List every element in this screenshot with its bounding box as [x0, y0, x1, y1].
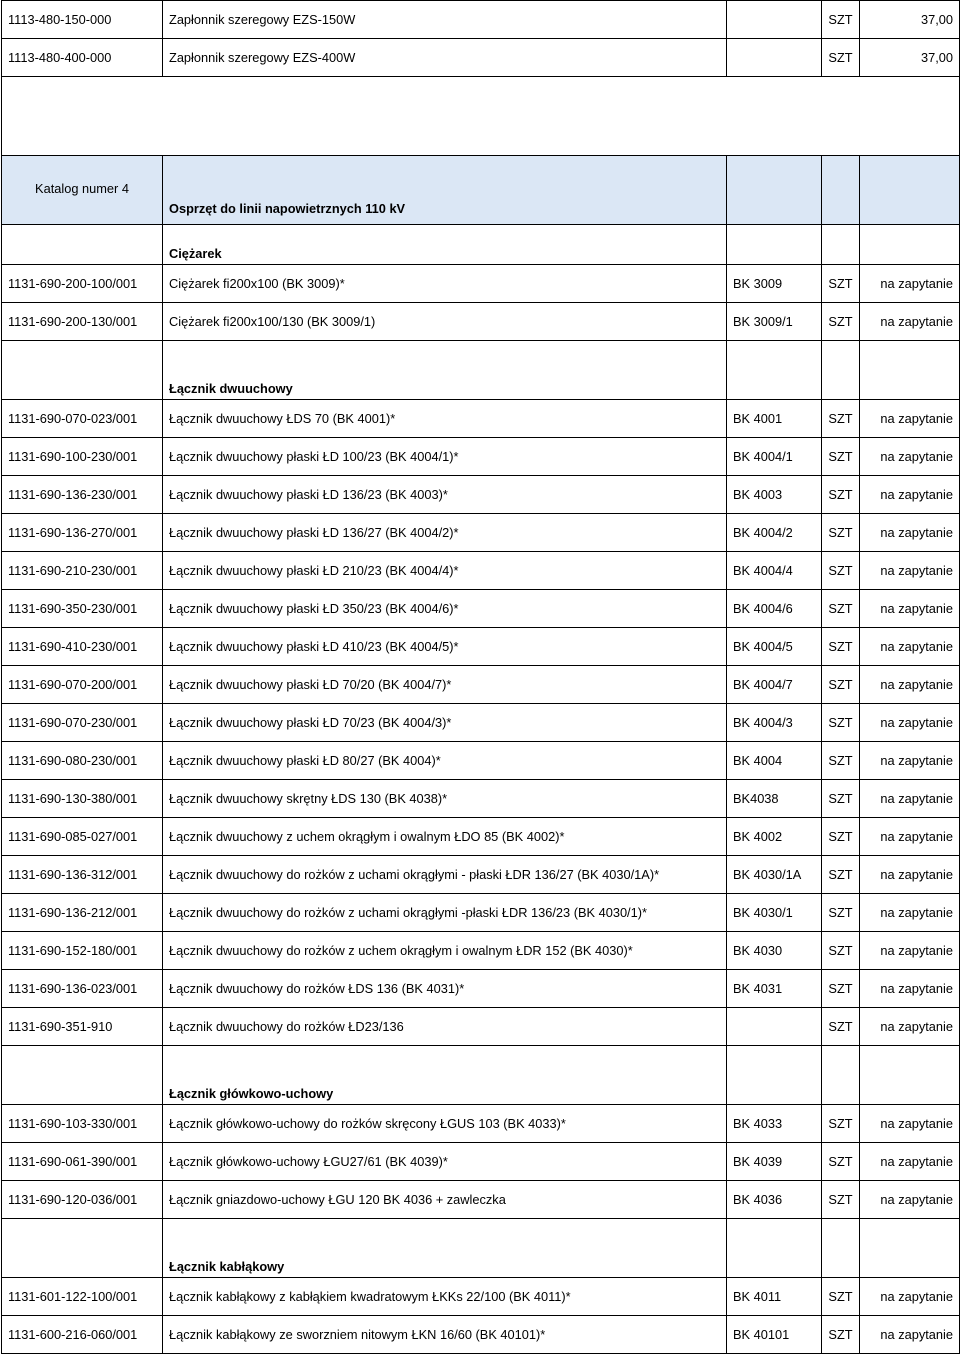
table-row	[2, 894, 960, 932]
empty-cell	[860, 341, 960, 400]
price: na zapytanie	[860, 856, 960, 894]
empty-cell	[727, 225, 822, 265]
price: 37,00	[860, 39, 960, 77]
empty-cell	[822, 225, 860, 265]
price: na zapytanie	[860, 552, 960, 590]
product-name: Zapłonnik szeregowy EZS-400W	[163, 39, 727, 77]
unit: SZT	[822, 1316, 860, 1354]
product-name: Łącznik główkowo-uchowy do rożków skręcony ŁGUS 103 (BK 4033)*	[163, 1105, 727, 1143]
product-name: Łącznik kabłąkowy ze sworzniem nitowym ŁKN 16/60 (BK 40101)*	[163, 1316, 727, 1354]
price: na zapytanie	[860, 1008, 960, 1046]
price-list-table	[1, 0, 960, 1354]
product-name: Ciężarek fi200x100 (BK 3009)*	[163, 265, 727, 303]
table-row	[2, 514, 960, 552]
product-code: 1131-690-210-230/001	[2, 552, 163, 590]
catalog-reference: BK 40101	[727, 1316, 822, 1354]
price: na zapytanie	[860, 400, 960, 438]
product-name: Łącznik dwuuchowy skrętny ŁDS 130 (BK 4038)*	[163, 780, 727, 818]
product-code: 1131-690-136-270/001	[2, 514, 163, 552]
catalog-reference	[727, 39, 822, 77]
table-row	[2, 303, 960, 341]
unit: SZT	[822, 438, 860, 476]
product-code: 1131-690-350-230/001	[2, 590, 163, 628]
price: na zapytanie	[860, 303, 960, 341]
unit: SZT	[822, 780, 860, 818]
empty-cell	[2, 1046, 163, 1105]
table-row	[2, 1278, 960, 1316]
catalog-label: Katalog numer 4	[2, 156, 163, 225]
empty-cell	[860, 1046, 960, 1105]
catalog-reference: BK 4004/2	[727, 514, 822, 552]
product-name: Łącznik dwuuchowy do rożków ŁDS 136 (BK 4031)*	[163, 970, 727, 1008]
catalog-reference: BK 4001	[727, 400, 822, 438]
section-header-row	[2, 1046, 960, 1105]
unit: SZT	[822, 1181, 860, 1219]
spacer-cell	[2, 77, 960, 156]
price-list-body	[2, 1, 960, 1354]
spacer-row	[2, 77, 960, 156]
unit: SZT	[822, 39, 860, 77]
catalog-reference: BK 4004	[727, 742, 822, 780]
price: na zapytanie	[860, 704, 960, 742]
product-code: 1131-690-070-230/001	[2, 704, 163, 742]
table-row	[2, 932, 960, 970]
price: na zapytanie	[860, 742, 960, 780]
product-code: 1131-690-136-312/001	[2, 856, 163, 894]
product-code: 1131-690-136-212/001	[2, 894, 163, 932]
product-name: Ciężarek fi200x100/130 (BK 3009/1)	[163, 303, 727, 341]
price: na zapytanie	[860, 1181, 960, 1219]
product-name: Łącznik dwuuchowy płaski ŁD 80/27 (BK 4004)*	[163, 742, 727, 780]
table-row	[2, 39, 960, 77]
unit: SZT	[822, 666, 860, 704]
section-title: Łącznik dwuuchowy	[163, 341, 727, 400]
table-row	[2, 476, 960, 514]
table-row	[2, 552, 960, 590]
catalog-reference: BK 4002	[727, 818, 822, 856]
product-code: 1113-480-150-000	[2, 1, 163, 39]
table-row	[2, 1008, 960, 1046]
empty-cell	[822, 156, 860, 225]
product-name: Łącznik dwuuchowy płaski ŁD 210/23 (BK 4004/4)*	[163, 552, 727, 590]
price: na zapytanie	[860, 818, 960, 856]
price: na zapytanie	[860, 1105, 960, 1143]
section-header-row	[2, 1219, 960, 1278]
table-row	[2, 704, 960, 742]
table-row	[2, 856, 960, 894]
empty-cell	[727, 1046, 822, 1105]
catalog-title: Osprzęt do linii napowietrznych 110 kV	[163, 156, 727, 225]
price: na zapytanie	[860, 1316, 960, 1354]
table-row	[2, 742, 960, 780]
unit: SZT	[822, 1105, 860, 1143]
price: na zapytanie	[860, 628, 960, 666]
table-row	[2, 1105, 960, 1143]
unit: SZT	[822, 514, 860, 552]
catalog-reference: BK 4036	[727, 1181, 822, 1219]
unit: SZT	[822, 1143, 860, 1181]
price: na zapytanie	[860, 932, 960, 970]
unit: SZT	[822, 932, 860, 970]
section-title: Łącznik główkowo-uchowy	[163, 1046, 727, 1105]
catalog-reference: BK 4011	[727, 1278, 822, 1316]
unit: SZT	[822, 476, 860, 514]
unit: SZT	[822, 400, 860, 438]
catalog-reference: BK 3009	[727, 265, 822, 303]
table-row	[2, 1, 960, 39]
unit: SZT	[822, 552, 860, 590]
product-name: Łącznik dwuuchowy płaski ŁD 136/27 (BK 4004/2)*	[163, 514, 727, 552]
product-code: 1131-690-200-100/001	[2, 265, 163, 303]
price: na zapytanie	[860, 514, 960, 552]
product-name: Łącznik dwuuchowy do rożków z uchami okrągłymi - płaski ŁDR 136/27 (BK 4030/1A)*	[163, 856, 727, 894]
empty-cell	[822, 341, 860, 400]
product-code: 1131-601-122-100/001	[2, 1278, 163, 1316]
table-row	[2, 438, 960, 476]
product-name: Łącznik dwuuchowy do rożków z uchami okrągłymi -płaski ŁDR 136/23 (BK 4030/1)*	[163, 894, 727, 932]
product-code: 1131-690-152-180/001	[2, 932, 163, 970]
product-code: 1131-690-080-230/001	[2, 742, 163, 780]
table-row	[2, 666, 960, 704]
price: na zapytanie	[860, 1278, 960, 1316]
catalog-reference: BK 4004/1	[727, 438, 822, 476]
unit: SZT	[822, 894, 860, 932]
product-name: Łącznik dwuuchowy do rożków z uchem okrągłym i owalnym ŁDR 152 (BK 4030)*	[163, 932, 727, 970]
catalog-reference: BK 4004/4	[727, 552, 822, 590]
product-name: Zapłonnik szeregowy EZS-150W	[163, 1, 727, 39]
product-code: 1131-690-085-027/001	[2, 818, 163, 856]
empty-cell	[2, 341, 163, 400]
catalog-reference: BK 4031	[727, 970, 822, 1008]
unit: SZT	[822, 303, 860, 341]
catalog-reference: BK 4030/1	[727, 894, 822, 932]
price: na zapytanie	[860, 265, 960, 303]
price: na zapytanie	[860, 1143, 960, 1181]
catalog-reference: BK 4003	[727, 476, 822, 514]
unit: SZT	[822, 856, 860, 894]
table-row	[2, 265, 960, 303]
product-name: Łącznik dwuuchowy płaski ŁD 410/23 (BK 4004/5)*	[163, 628, 727, 666]
price: na zapytanie	[860, 590, 960, 628]
catalog-reference	[727, 1, 822, 39]
empty-cell	[2, 225, 163, 265]
product-code: 1131-690-200-130/001	[2, 303, 163, 341]
catalog-reference: BK 3009/1	[727, 303, 822, 341]
unit: SZT	[822, 818, 860, 856]
price: na zapytanie	[860, 438, 960, 476]
product-name: Łącznik dwuuchowy płaski ŁD 100/23 (BK 4004/1)*	[163, 438, 727, 476]
table-row	[2, 1181, 960, 1219]
product-name: Łącznik kabłąkowy z kabłąkiem kwadratowym ŁKKs 22/100 (BK 4011)*	[163, 1278, 727, 1316]
catalog-reference: BK 4033	[727, 1105, 822, 1143]
product-code: 1131-690-100-230/001	[2, 438, 163, 476]
product-code: 1131-690-130-380/001	[2, 780, 163, 818]
table-row	[2, 400, 960, 438]
section-header-row	[2, 225, 960, 265]
product-name: Łącznik dwuuchowy płaski ŁD 70/20 (BK 4004/7)*	[163, 666, 727, 704]
price: na zapytanie	[860, 970, 960, 1008]
table-row	[2, 1143, 960, 1181]
empty-cell	[822, 1046, 860, 1105]
catalog-reference: BK4038	[727, 780, 822, 818]
table-row	[2, 970, 960, 1008]
product-name: Łącznik dwuuchowy płaski ŁD 70/23 (BK 4004/3)*	[163, 704, 727, 742]
product-name: Łącznik gniazdowo-uchowy ŁGU 120 BK 4036 + zawleczka	[163, 1181, 727, 1219]
table-row	[2, 818, 960, 856]
unit: SZT	[822, 265, 860, 303]
unit: SZT	[822, 590, 860, 628]
empty-cell	[860, 156, 960, 225]
unit: SZT	[822, 704, 860, 742]
price: na zapytanie	[860, 894, 960, 932]
empty-cell	[2, 1219, 163, 1278]
product-name: Łącznik dwuuchowy płaski ŁD 136/23 (BK 4003)*	[163, 476, 727, 514]
unit: SZT	[822, 742, 860, 780]
product-code: 1131-690-103-330/001	[2, 1105, 163, 1143]
unit: SZT	[822, 628, 860, 666]
product-code: 1131-690-120-036/001	[2, 1181, 163, 1219]
table-row	[2, 628, 960, 666]
section-header-row	[2, 341, 960, 400]
price: na zapytanie	[860, 780, 960, 818]
product-name: Łącznik dwuuchowy ŁDS 70 (BK 4001)*	[163, 400, 727, 438]
unit: SZT	[822, 1, 860, 39]
catalog-reference: BK 4030	[727, 932, 822, 970]
product-code: 1113-480-400-000	[2, 39, 163, 77]
product-code: 1131-690-070-023/001	[2, 400, 163, 438]
catalog-reference: BK 4004/6	[727, 590, 822, 628]
product-code: 1131-690-136-230/001	[2, 476, 163, 514]
empty-cell	[860, 225, 960, 265]
table-row	[2, 780, 960, 818]
table-row	[2, 1316, 960, 1354]
unit: SZT	[822, 970, 860, 1008]
catalog-reference: BK 4030/1A	[727, 856, 822, 894]
unit: SZT	[822, 1008, 860, 1046]
product-name: Łącznik główkowo-uchowy ŁGU27/61 (BK 4039)*	[163, 1143, 727, 1181]
product-name: Łącznik dwuuchowy do rożków ŁD23/136	[163, 1008, 727, 1046]
catalog-reference: BK 4004/3	[727, 704, 822, 742]
product-name: Łącznik dwuuchowy z uchem okrągłym i owalnym ŁDO 85 (BK 4002)*	[163, 818, 727, 856]
section-title: Ciężarek	[163, 225, 727, 265]
empty-cell	[727, 156, 822, 225]
catalog-reference: BK 4039	[727, 1143, 822, 1181]
catalog-reference: BK 4004/5	[727, 628, 822, 666]
empty-cell	[727, 1219, 822, 1278]
price: na zapytanie	[860, 476, 960, 514]
table-row	[2, 590, 960, 628]
product-code: 1131-690-136-023/001	[2, 970, 163, 1008]
product-code: 1131-690-061-390/001	[2, 1143, 163, 1181]
empty-cell	[860, 1219, 960, 1278]
empty-cell	[727, 341, 822, 400]
catalog-header-row	[2, 156, 960, 225]
empty-cell	[822, 1219, 860, 1278]
section-title: Łącznik kabłąkowy	[163, 1219, 727, 1278]
price: na zapytanie	[860, 666, 960, 704]
catalog-reference: BK 4004/7	[727, 666, 822, 704]
product-name: Łącznik dwuuchowy płaski ŁD 350/23 (BK 4004/6)*	[163, 590, 727, 628]
unit: SZT	[822, 1278, 860, 1316]
price: 37,00	[860, 1, 960, 39]
product-code: 1131-690-070-200/001	[2, 666, 163, 704]
catalog-reference	[727, 1008, 822, 1046]
product-code: 1131-600-216-060/001	[2, 1316, 163, 1354]
product-code: 1131-690-351-910	[2, 1008, 163, 1046]
product-code: 1131-690-410-230/001	[2, 628, 163, 666]
